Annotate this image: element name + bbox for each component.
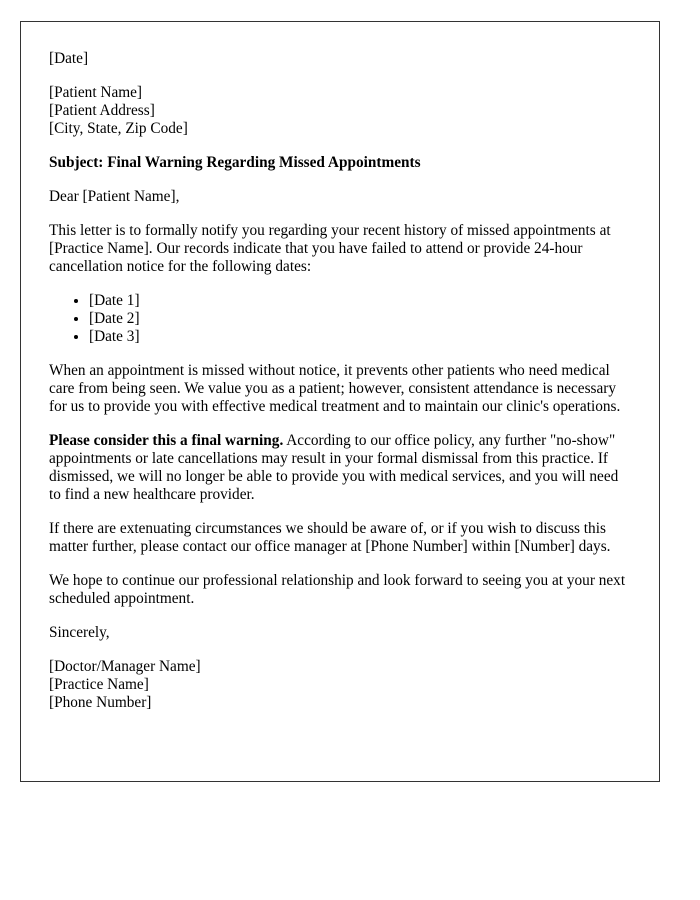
- letter-date: [49, 50, 631, 68]
- signature-name: [Doctor/Manager Name]: [49, 658, 201, 675]
- signature-practice: [Practice Name]: [49, 676, 149, 693]
- list-item: • [Date 1]: [89, 292, 631, 310]
- signature-block: [49, 658, 631, 712]
- recipient-city-state-zip: [City, State, Zip Code]: [49, 120, 188, 137]
- list-item: • [Date 3]: [89, 328, 631, 346]
- warning-body: According to our office policy, any further "no-show" appointments or late cancellations may result in your formal dismissal from this practice. If dismissed, we will no longer be able to provide you with medical services, and you will need to find a new healthcare provider.: [49, 432, 619, 503]
- signature-phone: [Phone Number]: [49, 694, 152, 711]
- intro-paragraph: This letter is to formally notify you regarding your recent history of missed appointments at [Practice Name]. Our records indicate that you have failed to attend or provide 24-hour cancellation notice for the following dates:: [49, 222, 611, 275]
- impact-paragraph: When an appointment is missed without notice, it prevents other patients who need medical care from being seen. We value you as a patient; however, consistent attendance is necessary for us to provide you with effective medical treatment and to maintain our clinic's operations.: [49, 362, 621, 415]
- recipient-name: [Patient Name]: [49, 84, 143, 101]
- salutation: Dear [Patient Name],: [49, 188, 180, 205]
- warning-paragraph: [49, 432, 631, 504]
- missed-dates-list: [49, 292, 631, 346]
- recipient-address-block: [49, 84, 631, 138]
- recipient-address: [Patient Address]: [49, 102, 155, 119]
- contact-paragraph: If there are extenuating circumstances we should be aware of, or if you wish to discuss this matter further, please contact our office manager at [Phone Number] within [Number] days.: [49, 520, 611, 555]
- sign-off: Sincerely,: [49, 624, 110, 641]
- subject-line: Subject: Final Warning Regarding Missed Appointments: [49, 154, 421, 171]
- letter-page: [20, 21, 660, 782]
- closing-paragraph: We hope to continue our professional relationship and look forward to seeing you at your next scheduled appointment.: [49, 572, 626, 607]
- warning-lead: Please consider this a final warning.: [49, 432, 284, 449]
- date-text: [Date]: [49, 50, 89, 67]
- list-item: • [Date 2]: [89, 310, 631, 328]
